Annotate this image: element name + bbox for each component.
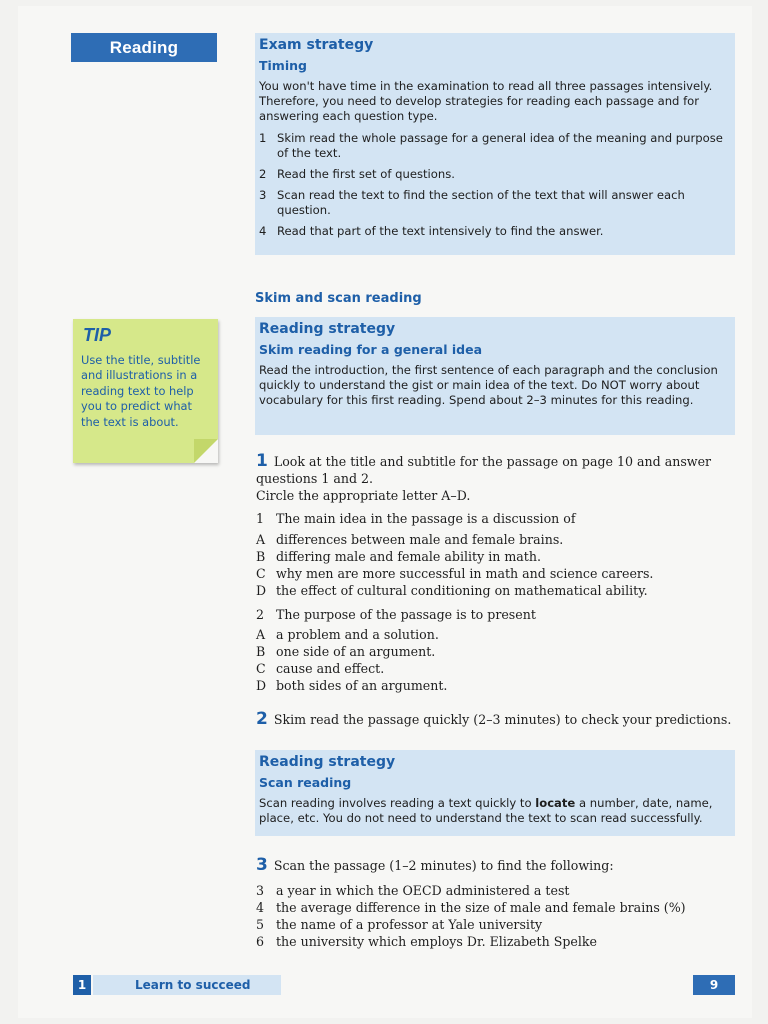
skim-text: Read the introduction, the first sentence of each paragraph and the conclusion quickly to understand the gist or main idea of the text. Do NOT worry about vocabulary for this first reading. Spend about 2–3 minutes for this reading. [259, 363, 718, 407]
strategy-step: 4 Read that part of the text intensively to find the answer. [259, 224, 604, 238]
scan-item: 4 the average difference in the size of male and female brains (%) [256, 900, 686, 915]
scan-item: 5 the name of a professor at Yale university [256, 917, 543, 932]
question-stem: 2 The purpose of the passage is to present [256, 607, 536, 622]
exercise-3-instruction: Scan the passage (1–2 minutes) to find the following: [273, 858, 614, 873]
exam-strategy-title: Exam strategy [259, 37, 374, 53]
answer-option[interactable]: B one side of an argument. [256, 644, 436, 659]
reading-strategy-skim-box [255, 317, 735, 435]
reading-strategy-title: Reading strategy [259, 321, 396, 337]
tip-note [73, 319, 218, 463]
answer-option[interactable]: C why men are more successful in math and science careers. [256, 566, 654, 581]
tip-text: Use the title, subtitle and illustrations in a reading text to help you to predict what the text is about. [81, 353, 201, 429]
exam-strategy-steps [259, 131, 727, 239]
exercise-2-text: Skim read the passage quickly (2–3 minutes) to check your predictions. [273, 712, 732, 727]
timing-subtitle: Timing [259, 58, 307, 73]
answer-option[interactable]: A a problem and a solution. [256, 627, 439, 642]
unit-number: 1 [73, 975, 91, 995]
answer-option[interactable]: D the effect of cultural conditioning on mathematical ability. [256, 583, 648, 598]
scan-item: 6 the university which employs Dr. Elizabeth Spelke [256, 934, 597, 949]
exercise-1-instruction: 1 Look at the title and subtitle for the passage on page 10 and answer [256, 451, 712, 471]
exercise-3 [256, 857, 736, 950]
answer-option[interactable]: B differing male and female ability in math. [256, 549, 541, 564]
page-curl-icon [194, 439, 218, 463]
exam-strategy-box [255, 33, 735, 255]
scan-subtitle: Scan reading [259, 775, 352, 790]
exercise-1-instruction-line3: Circle the appropriate letter A–D. [256, 488, 471, 503]
reading-strategy-title: Reading strategy [259, 754, 396, 770]
section-heading: Skim and scan reading [255, 291, 422, 306]
page-number: 9 [693, 975, 735, 995]
exercise-number: 1 [256, 451, 268, 471]
scan-text: Scan reading involves reading a text quickly to locate a number, date, name, place, etc. You do not need to understand the text to scan read successfully. [259, 796, 713, 825]
exercise-1-instruction-line2: questions 1 and 2. [256, 471, 374, 486]
section-label: Reading [71, 33, 217, 62]
reading-strategy-scan-box [255, 750, 735, 836]
strategy-step: 1 Skim read the whole passage for a general idea of the meaning and purpose of the text. [259, 131, 723, 160]
exam-strategy-intro: You won't have time in the examination to read all three passages intensively. Therefore, you need to develop strategies for reading each passage and for answering each question type. [259, 79, 713, 123]
exercise-number: 3 [256, 855, 268, 875]
exercise-1 [256, 453, 736, 694]
scan-item: 3 a year in which the OECD administered a test [256, 883, 570, 898]
answer-option[interactable]: A differences between male and female brains. [256, 532, 564, 547]
unit-title: Learn to succeed [93, 975, 281, 995]
exercise-number: 2 [256, 709, 268, 729]
strategy-step: 2 Read the first set of questions. [259, 167, 455, 181]
answer-option[interactable]: C cause and effect. [256, 661, 385, 676]
exercise-2 [256, 711, 736, 728]
question-stem: 1 The main idea in the passage is a discussion of [256, 511, 576, 526]
strategy-step: 3 Scan read the text to find the section of the text that will answer each question. [259, 188, 685, 217]
tip-title: TIP [83, 325, 112, 345]
skim-subtitle: Skim reading for a general idea [259, 342, 482, 357]
answer-option[interactable]: D both sides of an argument. [256, 678, 448, 693]
